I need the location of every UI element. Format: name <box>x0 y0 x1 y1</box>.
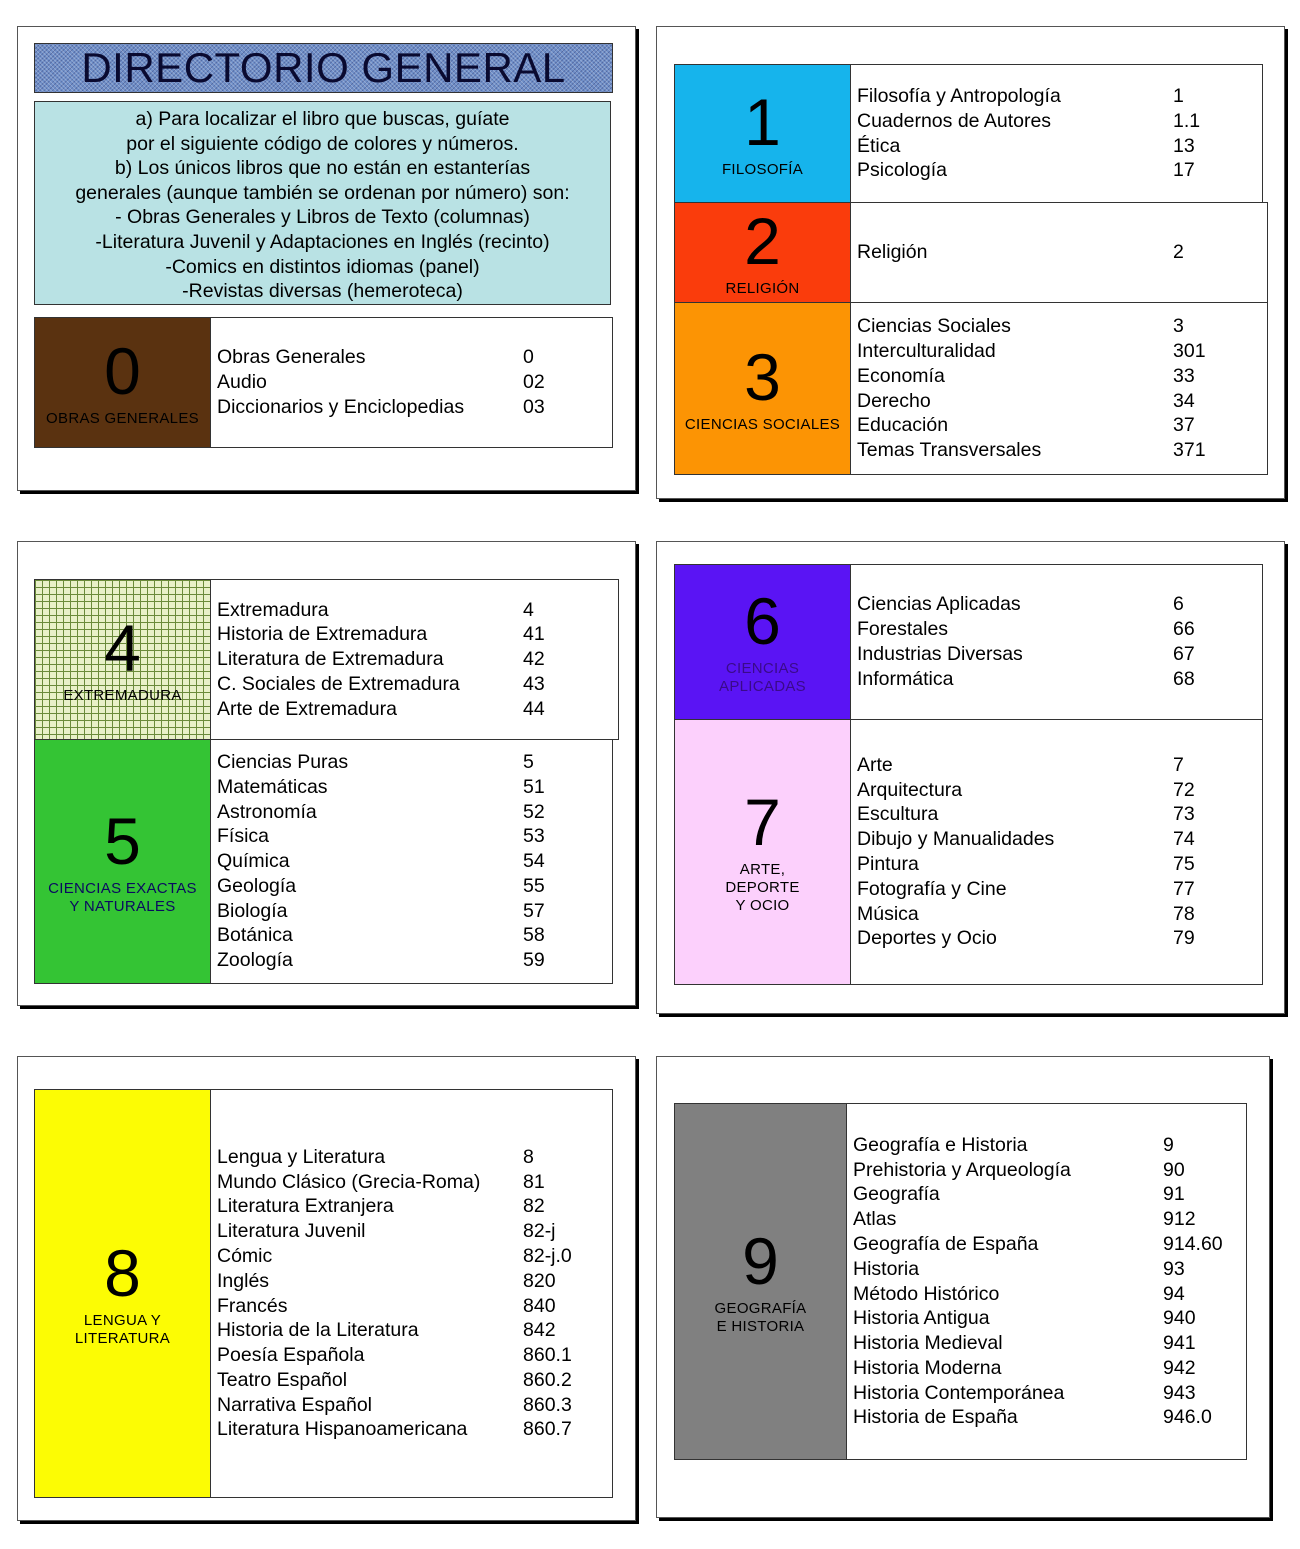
subject-code: 17 <box>1173 159 1195 182</box>
subject-name: Literatura de Extremadura <box>217 648 444 671</box>
category-items <box>857 65 1262 202</box>
subject-name: Derecho <box>857 389 931 412</box>
subject-code: 58 <box>523 924 545 947</box>
category-3 <box>674 302 1268 475</box>
subject-code: 2 <box>1173 241 1184 264</box>
list-item <box>853 1381 1246 1406</box>
list-item <box>217 849 612 874</box>
list-item <box>857 134 1262 159</box>
subject-code: 72 <box>1173 778 1195 801</box>
subject-code: 75 <box>1173 853 1195 875</box>
subject-code: 840 <box>523 1294 556 1317</box>
list-item <box>853 1331 1246 1356</box>
subject-code: 371 <box>1173 439 1206 462</box>
subject-name: Atlas <box>853 1208 897 1231</box>
subject-code: 90 <box>1163 1158 1185 1181</box>
list-item <box>853 1182 1246 1207</box>
list-item <box>217 672 618 697</box>
list-item <box>857 877 1262 902</box>
subject-code: 13 <box>1173 134 1195 157</box>
subject-name: Educación <box>857 414 949 437</box>
list-item <box>857 240 1267 265</box>
category-label: OBRAS GENERALES <box>46 409 199 427</box>
subject-name: Historia de la Literatura <box>217 1319 419 1342</box>
subject-code: 93 <box>1163 1257 1185 1280</box>
list-item <box>857 413 1267 438</box>
category-1 <box>674 64 1263 203</box>
category-badge <box>35 580 211 739</box>
category-label: CIENCIAS SOCIALES <box>684 415 841 433</box>
subject-code: 860.3 <box>523 1393 572 1416</box>
subject-code: 301 <box>1173 339 1206 362</box>
category-0 <box>34 317 613 448</box>
subject-code: 82 <box>523 1195 545 1218</box>
subject-code: 44 <box>523 697 545 720</box>
subject-code: 81 <box>523 1170 545 1193</box>
category-number: 7 <box>744 785 781 859</box>
subject-name: Fotografía y Cine <box>857 877 1007 900</box>
instruction-line: -Comics en distintos idiomas (panel) <box>165 255 480 278</box>
list-item <box>217 775 612 800</box>
subject-code: 77 <box>1173 877 1195 900</box>
category-items <box>857 720 1262 984</box>
subject-code: 914.60 <box>1163 1232 1223 1255</box>
subject-code: 6 <box>1173 593 1184 616</box>
list-item <box>217 874 612 899</box>
subject-name: Audio <box>217 371 267 394</box>
list-item <box>217 598 618 623</box>
subject-name: Música <box>857 902 919 925</box>
subject-code: 73 <box>1173 803 1195 826</box>
subject-name: Historia de Extremadura <box>217 623 428 646</box>
subject-code: 37 <box>1173 414 1195 437</box>
subject-code: 946.0 <box>1163 1406 1212 1429</box>
subject-code: 78 <box>1173 902 1195 925</box>
subject-name: Arte de Extremadura <box>217 697 397 720</box>
subject-code: 68 <box>1173 667 1195 690</box>
subject-name: Cómic <box>217 1244 273 1267</box>
subject-code: 860.2 <box>523 1368 572 1391</box>
list-item <box>217 1294 612 1319</box>
category-items <box>217 318 612 447</box>
subject-code: 820 <box>523 1269 556 1292</box>
subject-code: 43 <box>523 672 545 695</box>
subject-code: 41 <box>523 623 545 646</box>
subject-name: Extremadura <box>217 598 329 621</box>
list-item <box>857 617 1262 642</box>
category-badge <box>675 565 851 719</box>
list-item <box>857 592 1262 617</box>
list-item <box>217 824 612 849</box>
list-item <box>857 667 1262 692</box>
subject-name: Informática <box>857 667 954 690</box>
list-item <box>857 926 1262 951</box>
category-number: 3 <box>744 339 781 414</box>
subject-code: 42 <box>523 648 545 671</box>
list-item <box>853 1207 1246 1232</box>
subject-name: Pintura <box>857 853 919 875</box>
subject-code: 82-j.0 <box>523 1244 572 1267</box>
subject-code: 33 <box>1173 364 1195 387</box>
category-label: CIENCIAS APLICADAS <box>719 660 806 695</box>
subject-code: 02 <box>523 371 545 394</box>
subject-name: Forestales <box>857 618 949 641</box>
category-number: 6 <box>744 584 781 658</box>
subject-code: 94 <box>1163 1282 1185 1305</box>
list-item <box>217 800 612 825</box>
subject-name: Inglés <box>217 1269 270 1292</box>
category-label: LENGUA Y LITERATURA <box>74 1311 171 1347</box>
subject-name: Prehistoria y Arqueología <box>853 1158 1071 1181</box>
list-item <box>853 1356 1246 1381</box>
list-item <box>853 1405 1246 1430</box>
list-item <box>217 948 612 973</box>
subject-code: 860.1 <box>523 1344 572 1367</box>
subject-code: 54 <box>523 850 545 873</box>
subject-name: Ciencias Puras <box>217 750 349 773</box>
subject-code: 79 <box>1173 927 1195 950</box>
subject-code: 52 <box>523 800 545 823</box>
instruction-line: a) Para localizar el libro que buscas, guíate <box>135 108 510 130</box>
list-item <box>857 902 1262 927</box>
category-items <box>217 1090 612 1497</box>
subject-name: Narrativa Español <box>217 1393 372 1416</box>
list-item <box>857 642 1262 667</box>
subject-code: 941 <box>1163 1332 1196 1355</box>
list-item <box>217 1318 612 1343</box>
list-item <box>853 1158 1246 1183</box>
subject-code: 55 <box>523 874 545 897</box>
category-items <box>857 565 1262 719</box>
category-number: 0 <box>104 333 141 408</box>
list-item <box>217 1417 612 1442</box>
list-item <box>217 923 612 948</box>
list-item <box>217 1393 612 1418</box>
list-item <box>217 622 618 647</box>
list-item <box>217 1269 612 1294</box>
instruction-line: -Literatura Juvenil y Adaptaciones en Inglés (recinto) <box>95 230 550 253</box>
subject-name: Cuadernos de Autores <box>857 109 1052 132</box>
subject-name: Lengua y Literatura <box>217 1145 386 1168</box>
subject-name: Historia Moderna <box>853 1356 1002 1379</box>
subject-name: Mundo Clásico (Grecia-Roma) <box>217 1170 481 1193</box>
list-item <box>217 1145 612 1170</box>
subject-code: 57 <box>523 899 545 922</box>
list-item <box>217 395 612 420</box>
subject-name: Matemáticas <box>217 775 328 798</box>
list-item <box>857 109 1262 134</box>
subject-name: Historia Contemporánea <box>853 1381 1065 1404</box>
subject-name: Biología <box>217 899 288 922</box>
subject-name: Deportes y Ocio <box>857 927 997 950</box>
subject-code: 3 <box>1173 315 1184 338</box>
subject-name: Teatro Español <box>217 1368 348 1391</box>
category-label: CIENCIAS EXACTAS Y NATURALES <box>48 879 197 915</box>
list-item <box>217 1194 612 1219</box>
list-item <box>857 753 1262 778</box>
category-4 <box>34 579 619 740</box>
subject-code: 860.7 <box>523 1418 572 1441</box>
subject-name: Economía <box>857 364 945 387</box>
list-item <box>857 364 1267 389</box>
instruction-line: - Obras Generales y Libros de Texto (columnas) <box>115 206 530 229</box>
list-item <box>857 389 1267 414</box>
category-label: FILOSOFÍA <box>721 160 804 178</box>
instructions <box>34 101 611 305</box>
subject-name: Historia Medieval <box>853 1332 1003 1355</box>
subject-name: Historia Antigua <box>853 1307 990 1330</box>
subject-name: Astronomía <box>217 800 317 823</box>
list-item <box>857 339 1267 364</box>
category-label: ARTE, DEPORTE Y OCIO <box>725 861 800 914</box>
subject-name: Ética <box>857 134 901 157</box>
subject-code: 842 <box>523 1319 556 1342</box>
category-5 <box>34 739 613 984</box>
category-items <box>857 203 1267 302</box>
subject-name: Zoología <box>217 949 293 972</box>
subject-code: 74 <box>1173 828 1195 851</box>
list-item <box>217 647 618 672</box>
subject-name: Historia <box>853 1257 920 1280</box>
subject-name: Geografía de España <box>853 1232 1039 1255</box>
list-item <box>217 345 612 370</box>
instruction-line: por el siguiente código de colores y números. <box>126 132 519 155</box>
instruction-line: -Revistas diversas (hemeroteca) <box>182 280 463 303</box>
subject-code: 66 <box>1173 618 1195 641</box>
subject-name: Poesía Española <box>217 1344 365 1367</box>
subject-name: Ciencias Sociales <box>857 315 1011 338</box>
category-number: 1 <box>744 84 781 159</box>
subject-name: Literatura Extranjera <box>217 1195 394 1218</box>
subject-name: Arquitectura <box>857 778 963 801</box>
subject-name: Escultura <box>857 803 939 826</box>
subject-code: 943 <box>1163 1381 1196 1404</box>
category-items <box>853 1104 1246 1459</box>
category-label: RELIGIÓN <box>725 279 800 297</box>
category-badge <box>35 1090 211 1497</box>
subject-name: Psicología <box>857 159 947 182</box>
subject-code: 67 <box>1173 643 1195 665</box>
list-item <box>857 438 1267 463</box>
subject-name: Historia de España <box>853 1406 1018 1429</box>
subject-code: 9 <box>1163 1133 1174 1156</box>
list-item <box>217 899 612 924</box>
category-number: 4 <box>104 610 141 685</box>
category-items <box>217 740 612 983</box>
list-item <box>217 1219 612 1244</box>
category-7 <box>674 719 1263 985</box>
subject-name: Química <box>217 850 290 873</box>
subject-name: Ciencias Aplicadas <box>857 593 1021 616</box>
list-item <box>853 1282 1246 1307</box>
subject-code: 03 <box>523 395 545 418</box>
subject-name: Francés <box>217 1294 288 1317</box>
subject-name: Método Histórico <box>853 1282 1000 1305</box>
card-1-2-3 <box>656 26 1285 499</box>
category-number: 5 <box>104 803 141 878</box>
list-item <box>217 1368 612 1393</box>
category-label: GEOGRAFÍA E HISTORIA <box>714 1299 807 1335</box>
category-number: 9 <box>742 1223 779 1298</box>
subject-code: 8 <box>523 1145 534 1168</box>
list-item <box>217 697 618 722</box>
list-item <box>857 84 1262 109</box>
instruction-line: generales (aunque también se ordenan por número) son: <box>75 181 570 204</box>
list-item <box>853 1232 1246 1257</box>
card-8 <box>17 1056 636 1521</box>
subject-code: 1 <box>1173 84 1184 107</box>
subject-code: 34 <box>1173 389 1195 412</box>
subject-code: 4 <box>523 598 534 621</box>
category-9 <box>674 1103 1247 1460</box>
list-item <box>857 158 1262 183</box>
instruction-line: b) Los únicos libros que no están en estanterías <box>114 157 531 180</box>
list-item <box>217 370 612 395</box>
list-item <box>857 802 1262 827</box>
card-9 <box>656 1056 1270 1518</box>
subject-name: Temas Transversales <box>857 439 1042 462</box>
subject-name: Botánica <box>217 924 293 947</box>
subject-name: C. Sociales de Extremadura <box>217 672 460 695</box>
category-badge <box>675 65 851 202</box>
category-2 <box>674 202 1268 303</box>
card-6-7 <box>656 541 1285 1014</box>
card-directorio <box>17 26 636 491</box>
category-number: 2 <box>744 203 781 278</box>
subject-code: 942 <box>1163 1356 1196 1379</box>
list-item <box>853 1133 1246 1158</box>
subject-name: Industrias Diversas <box>857 643 1023 665</box>
subject-name: Geografía e Historia <box>853 1133 1028 1156</box>
subject-name: Geología <box>217 874 297 897</box>
list-item <box>217 1343 612 1368</box>
category-items <box>857 303 1267 474</box>
subject-code: 7 <box>1173 753 1184 776</box>
subject-name: Obras Generales <box>217 346 366 369</box>
subject-name: Literatura Juvenil <box>217 1220 366 1243</box>
subject-code: 91 <box>1163 1183 1185 1206</box>
list-item <box>857 852 1262 877</box>
category-number: 8 <box>104 1235 141 1310</box>
subject-name: Geografía <box>853 1183 940 1206</box>
category-6 <box>674 564 1263 720</box>
subject-name: Diccionarios y Enciclopedias <box>217 395 465 418</box>
subject-code: 53 <box>523 825 545 848</box>
list-item <box>853 1257 1246 1282</box>
list-item <box>217 1244 612 1269</box>
subject-name: Arte <box>857 753 893 776</box>
category-badge <box>675 203 851 302</box>
subject-code: 5 <box>523 750 534 773</box>
subject-code: 912 <box>1163 1208 1196 1231</box>
list-item <box>857 314 1267 339</box>
subject-code: 51 <box>523 775 545 798</box>
category-badge <box>35 740 211 983</box>
list-item <box>217 750 612 775</box>
subject-name: Dibujo y Manualidades <box>857 828 1055 851</box>
subject-code: 1.1 <box>1173 109 1201 132</box>
category-8 <box>34 1089 613 1498</box>
category-badge <box>675 303 851 474</box>
subject-code: 940 <box>1163 1307 1196 1330</box>
subject-code: 0 <box>523 346 534 369</box>
subject-name: Religión <box>857 241 928 264</box>
subject-code: 59 <box>523 949 545 972</box>
subject-name: Interculturalidad <box>857 339 996 362</box>
category-badge <box>35 318 211 447</box>
category-items <box>217 580 618 739</box>
page-title: DIRECTORIO GENERAL <box>34 43 613 93</box>
list-item <box>853 1306 1246 1331</box>
subject-name: Filosofía y Antropología <box>857 84 1061 107</box>
list-item <box>217 1170 612 1195</box>
category-label: EXTREMADURA <box>63 686 182 704</box>
category-badge <box>675 1104 847 1459</box>
list-item <box>857 827 1262 852</box>
category-badge <box>675 720 851 984</box>
subject-code: 82-j <box>523 1220 556 1243</box>
subject-name: Física <box>217 825 270 848</box>
list-item <box>857 778 1262 803</box>
subject-name: Literatura Hispanoamericana <box>217 1418 468 1441</box>
card-4-5 <box>17 541 636 1006</box>
